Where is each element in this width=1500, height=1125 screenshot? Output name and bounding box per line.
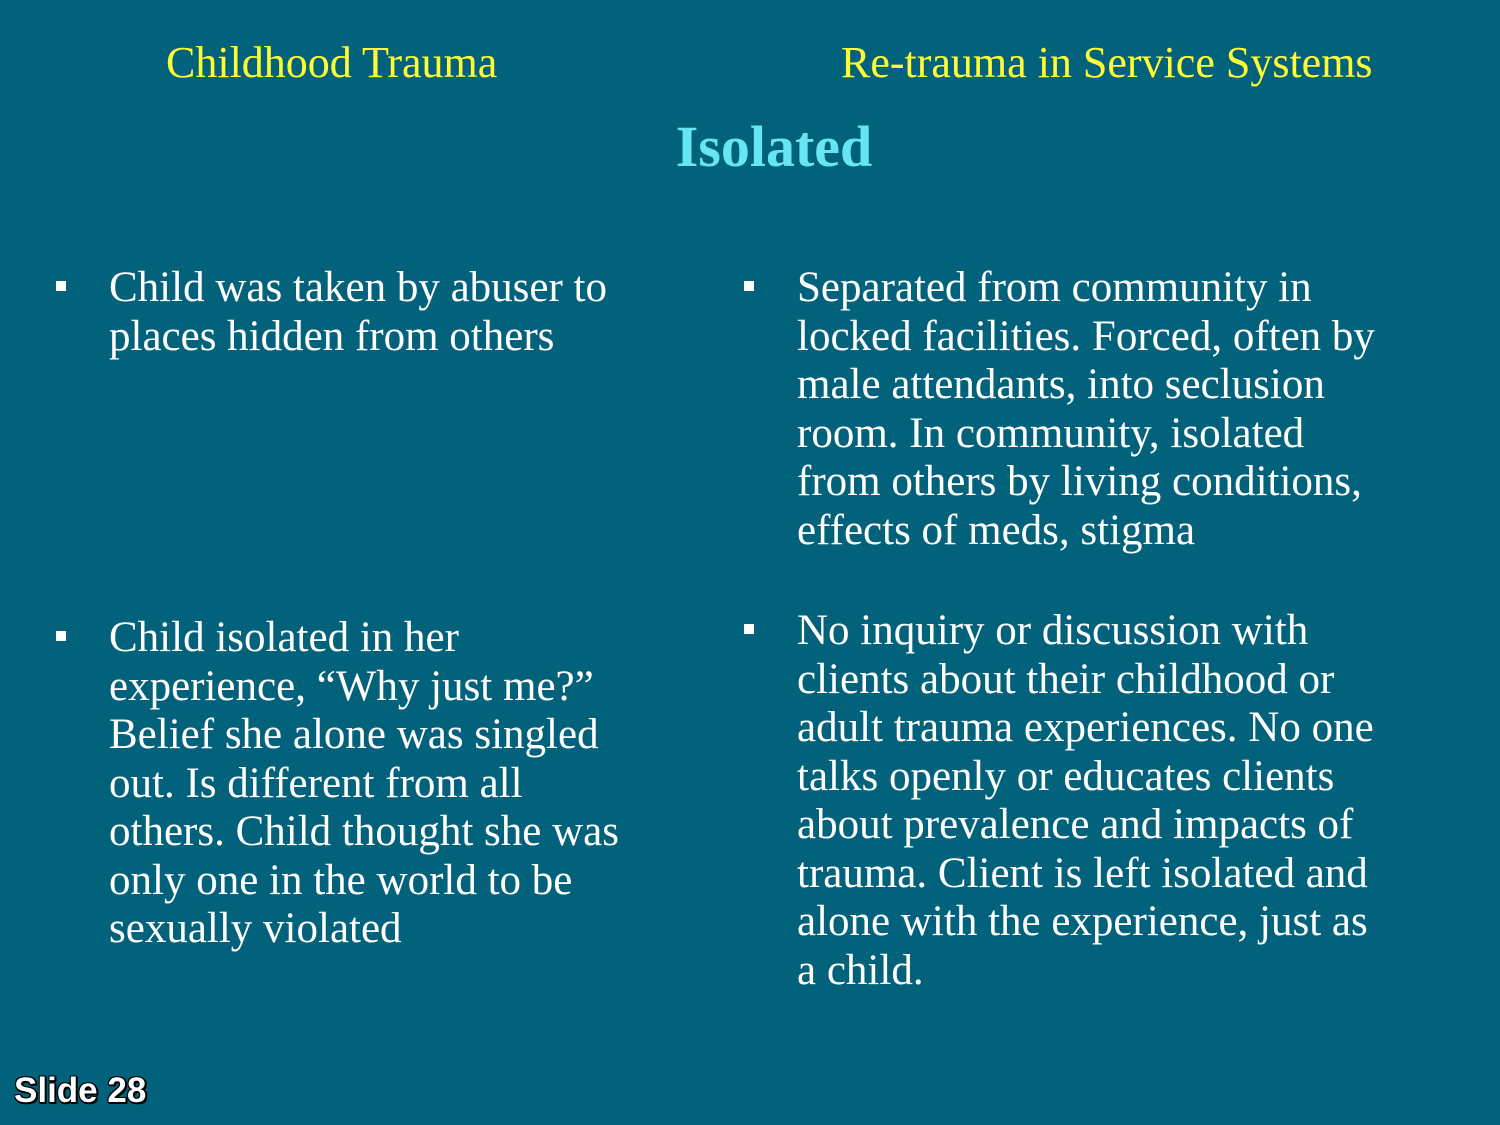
bullet-item xyxy=(744,607,1374,995)
slide-title: Isolated xyxy=(675,114,873,179)
bullet-text: No inquiry or discussion with clients about their childhood or adult trauma experiences. No one talks openly or educates clients about prevalence and impacts of trauma. Client is left isolated and alone with the experience, just as a child. xyxy=(797,607,1374,994)
bullet-item xyxy=(56,614,619,954)
slide-number-label: Slide 28 xyxy=(14,1071,147,1110)
square-bullet-icon xyxy=(744,624,754,634)
left-column-heading: Childhood Trauma xyxy=(166,38,498,87)
bullet-item xyxy=(56,264,607,361)
right-column-heading: Re-trauma in Service Systems xyxy=(841,38,1373,87)
square-bullet-icon xyxy=(744,281,754,291)
bullet-text: Child isolated in her experience, “Why just me?” Belief she alone was singled out. Is different from all others. Child thought she was only one in the world to be sexually violated xyxy=(109,614,619,952)
bullet-item xyxy=(744,264,1375,555)
square-bullet-icon xyxy=(56,281,66,291)
bullet-text: Child was taken by abuser to places hidden from others xyxy=(109,264,607,360)
bullet-text: Separated from community in locked facilities. Forced, often by male attendants, into seclusion room. In community, isolated from others by living conditions, effects of meds, stigma xyxy=(797,264,1375,554)
square-bullet-icon xyxy=(56,631,66,641)
